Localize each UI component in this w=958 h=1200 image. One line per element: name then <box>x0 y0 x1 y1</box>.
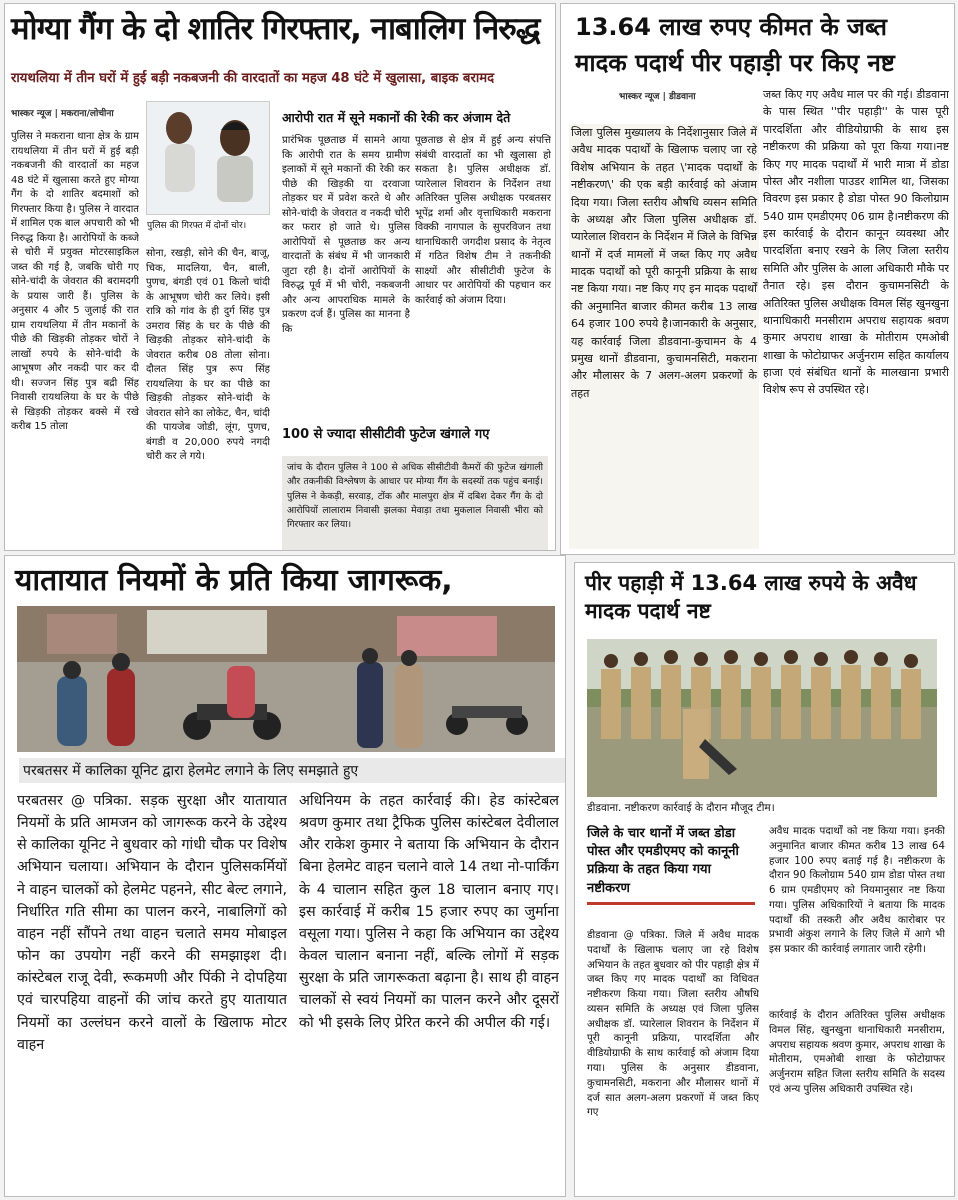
photo-police-team <box>587 639 937 797</box>
article-column-1: जिला पुलिस मुख्यालय के निर्देशानुसार जिले में अवैध मादक पदार्थों के खिलाफ चलाए जा रहे विशेष अभियान के तहत \'मादक पदार्थों के नष्टीकरण\' की एक बड़ी कार्रवाई को अंजाम दिया गया। जिला स्तरीय औषधि व्यसन समिति के अध्यक्ष और जिला पुलिस अधीक्षक डॉ. प्यारेलाल शिवरान के निर्देशन में जिले के विभिन्न थानों में दर्ज मामलों में जब्त किए गए अवैध मादक पदार्थों को पूरी कानूनी प्रक्रिया के साथ नष्ट किया गया। नष्ट किए गए इन मादक पदार्थों की अनुमानित बाजार कीमत करीब 13 लाख 64 हजार 100 रुपये है।जानकारी के अनुसार, यह कार्रवाई जिला डीडवाना-कुचामन के 4 प्रमुख थानों डीडवाना, कुचामनसिटी, मकराना और मौलासर के 7 अलग-अलग प्रकरणों के तहत <box>569 124 759 549</box>
side-headline: जिले के चार थानों में जब्त डोडा पोस्त और एमडीएमए को कानूनी प्रक्रिया के तहत किया गया नष्टीकरण <box>587 825 755 905</box>
byline: भास्कर न्यूज | मकराना/लोचीना <box>11 109 114 119</box>
side-headline: आरोपी रात में सूने मकानों की रेकी कर अंजाम देते <box>282 110 511 125</box>
headline: यातायात नियमों के प्रति किया जागरूक, <box>15 563 453 598</box>
news-clipping-mogya-gang <box>4 3 556 551</box>
headline: मोग्या गैंग के दो शातिर गिरफ्तार, नाबालिग निरुद्ध <box>11 11 540 47</box>
photo-caption: परबतसर में कालिका यूनिट द्वारा हेलमेट लगाने के लिए समझाते हुए <box>19 758 566 783</box>
article-column-2: जब्त किए गए अवैध माल पर की गई। डीडवाना के पास स्थित ''पीर पहाड़ी'' के पास पूरी पारदर्शिता और वीडियोग्राफी के साथ इस नष्टीकरण की प्रक्रिया को पूरा किया गया।नष्ट किए गए मादक पदार्थों में भारी मात्रा में डोडा पोस्त और नशीला पाउडर शामिल था, जिसका विवरण इस प्रकार है डोडा पोस्त 90 किलोग्राम 540 ग्राम एमडीएमए 06 ग्राम है।नष्टीकरण की इस कार्रवाई के दौरान कानून व्यवस्था और पारदर्शिता बनाए रखने के लिए जिला स्तरीय समिति और पुलिस के आला अधिकारी मौके पर तैनात रहे। इस दौरान कुचामनसिटी के अतिरिक्त पुलिस अधीक्षक विमल सिंह खुनखुना थानाधिकारी मनसीराम अपराध सहायक श्रवण कुमार अपराध शाखा के मोतीराम एमओबी शाखा के फोटोग्राफर अर्जुनराम सहित कार्यालय हाजा एवं संबंधित थानों के मालखाना प्रभारी विशेष रूप से उपस्थित रहे। <box>763 88 949 397</box>
subheadline: रायथलिया में तीन घरों में हुई बड़ी नकबजनी की वारदातों का महज 48 घंटे में खुलासा, बाइक बरामद <box>11 71 495 86</box>
box-headline: 100 से ज्यादा सीसीटीवी फुटेज खंगाले गए <box>282 427 490 442</box>
article-column-2: सोना, रखड़ी, सोने की चैन, बाजू, चिक, मादलिया, चैन, बाली, पुणच, बंगडी एवं 01 किलो चांदी के आभूषण चोरी कर लिये। इसी रात्रि को गांव के ही दुर्ग सिंह पुत्र उमराव सिंह के घर के पीछे की खिड़की तोड़कर सोने-चांदी के जेवरात करीब 08 तोला सोना। दौलत सिंह पुत्र रूप सिंह रायथलिया के घर का पीछे का खिड़की तोड़कर सोने-चांदी के जेवरात सोने का लोकेट, चैन, चांदी की पायजेब जोडी, लूंग, पुणच, बंगडी व 20,000 रुपये नगदी चोरी कर ले गये। <box>146 248 270 462</box>
article-column-2a: अवैध मादक पदार्थों को नष्ट किया गया। इनकी अनुमानित बाजार कीमत करीब 13 लाख 64 हजार 100 रुपए बताई गई है। नष्टीकरण के दौरान 90 किलोग्राम 540 ग्राम डोडा पोस्त तथा 6 ग्राम एमडीएमए को नियमानुसार नष्ट किया गया। पुलिस अधिकारियों ने बताया कि मादक पदार्थों की तस्करी और अवैध कारोबार पर प्रभावी अंकुश लगाने के लिए जिले में आगे भी इस प्रकार की कार्रवाई लगातार जारी रहेगी। <box>769 826 945 956</box>
article-column-2: अधिनियम के तहत कार्रवाई की। हेड कांस्टेबल श्रवण कुमार तथा ट्रैफिक पुलिस कांस्टेबल देवीलाल और राकेश कुमार ने बताया कि अभियान के दौरान बिना हेलमेट वाहन चलाने वाले 14 तथा नो-पार्किंग के 4 चालान सहित कुल 18 चालान बनाए गए। इस कार्रवाई में करीब 15 हजार रुपए का जुर्माना वसूला गया। पुलिस ने कहा कि अभियान का उद्देश्य केवल चालान बनाना नहीं, बल्कि लोगों में सड़क सुरक्षा के प्रति जागरूकता बढ़ाना है। साथ ही वाहन चालकों से स्वयं नियमों का पालन करने और दूसरों को भी इसके लिए प्रेरित करने की अपील की गई। <box>299 793 559 1031</box>
byline: भास्कर न्यूज | डीडवाना <box>619 92 696 102</box>
photo-caption: डीडवाना. नष्टीकरण कार्रवाई के दौरान मौजूद टीम। <box>587 802 775 814</box>
highlight-box: जांच के दौरान पुलिस ने 100 से अधिक सीसीटीवी कैमरों की फुटेज खंगाली और तकनीकी विश्लेषण के आधार पर मोग्या गैंग के सदस्यों तक पहुंच बनाई। पुलिस ने केकड़ी, सरवाड़, टोंक और मालपुरा क्षेत्र में दबिश देकर गैंग के दो आरोपियों लालाराम निवासी झलका मेवाड़ा तथा मुकलाल निवासी भीरा को गिरफ्तार कर लिया। <box>282 456 548 551</box>
news-clipping-pir-pahadi-patrika <box>574 562 955 1197</box>
article-column-1: डीडवाना @ पत्रिका. जिले में अवैध मादक पदार्थों के खिलाफ चलाए जा रहे विशेष अभियान के तहत बुधवार को पीर पहाड़ी क्षेत्र में जब्त किए गए मादक पदार्थों का विधिवत नष्टीकरण किया गया। जिला स्तरीय औषधि व्यसन समिति के अध्यक्ष एवं जिला पुलिस अधीक्षक डॉ. प्यारेलाल शिवरान के निर्देशन में पूरी कानूनी प्रक्रिया, पारदर्शिता और वीडियोग्राफी के साथ कार्रवाई को अंजाम दिया गया। पुलिस के अनुसार डीडवाना, कुचामनसिटी, मकराना और मौलासर थानों में दर्ज सात अलग-अलग प्रकरणों में जब्त किए गए <box>587 930 759 1119</box>
headline-line-1: 13.64 लाख रुपए कीमत के जब्त <box>575 13 887 41</box>
news-clipping-traffic-awareness <box>4 555 566 1197</box>
article-column-1: परबतसर @ पत्रिका. सड़क सुरक्षा और यातायात नियमों के प्रति आमजन को जागरूक करने के उद्देश्य से कालिका यूनिट ने बुधवार को गांधी चौक पर विशेष अभियान चलाया। अभियान के दौरान पुलिसकर्मियों ने वाहन चालकों को हेलमेट पहनने, सीट बेल्ट लगाने, निर्धारित गति सीमा का पालन करने, नाबालिगों को वाहन नहीं सौंपने तथा वाहन चलाते समय मोबाइल फोन का उपयोग नहीं करने की समझाइश दी। कांस्टेबल राजू देवी, रूकमणी और पिंकी ने दोपहिया एवं चारपहिया वाहनों की जांच करते हुए यातायात नियमों का उल्लंघन करने वालों के खिलाफ मोटर वाहन <box>17 793 287 1053</box>
photo-caption: पुलिस की गिरफ्त में दोनों चोर। <box>147 221 247 231</box>
article-column-2b: कार्रवाई के दौरान अतिरिक्त पुलिस अधीक्षक विमल सिंह, खुनखुना थानाधिकारी मनसीराम, अपराध सहायक श्रवण कुमार, अपराध शाखा के मोतीराम, एमओबी शाखा के फोटोग्राफर अर्जुनराम सहित जिला स्तरीय समिति के सदस्य एवं अन्य पुलिस अधिकारी उपस्थित रहे। <box>769 1010 945 1095</box>
photo-traffic-checking <box>17 606 555 752</box>
article-column-4: पूछताछ से क्षेत्र में हुई अन्य संपत्ति संबंधी वारदातों का भी खुलासा हो सकता है। पुलिस अधीक्षक डॉ. प्यारेलाल शिवरान के निर्देशन तथा अतिरिक्त पुलिस अधीक्षक परबतसर भूपेंद्र शर्मा और वृत्ताधिकारी मकराना विक्की नागपाल के सुपरविजन तथा थानाधिकारी जगदीश प्रसाद के नेतृत्व में गठित विशेष टीम ने तकनीकी साक्ष्यों और सीसीटीवी फुटेज के आधार पर आरोपियों की पहचान कर कार्रवाई को अंजाम दिया। <box>415 135 551 306</box>
article-column-3: प्रारंभिक पूछताछ में सामने आया कि आरोपी रात के समय ग्रामीण इलाकों में सूने मकानों की रेकी कर पीछे की खिड़की या दरवाजा तोड़कर घर में प्रवेश करते थे और सोने-चांदी के जेवरात व नकदी चोरी कर फरार हो जाते थे। पुलिस आरोपियों से पूछताछ कर अन्य वारदातों के संबंध में भी जानकारी जुटा रही है। दोनों आरोपियों के विरुद्ध पूर्व में भी चोरी, नकबजनी और अन्य आपराधिक मामले के प्रकरण दर्ज हैं। पुलिस का मानना है कि <box>282 135 410 335</box>
headline: पीर पहाड़ी में 13.64 लाख रुपये के अवैध मादक पदार्थ नष्ट <box>585 571 917 624</box>
photo-arrested-thieves <box>146 101 270 215</box>
article-column-1: पुलिस ने मकराना थाना क्षेत्र के ग्राम रायथलिया में तीन घरों में हुई बड़ी नकबजनी की वारदातों का महज 48 घंटे में खुलासा करते हुए मोग्या गैंग के दो शातिर बदमाशों को गिरफ्तार किया है। पुलिस ने वारदात में शामिल एक बाल अपचारी को भी निरुद्ध किया है। आरोपियों के कब्जे से चोरी में प्रयुक्त मोटरसाइकिल जब्त की गई है, जबकि चोरी गए सोने-चांदी के जेवरात की बरामदगी के प्रयास जारी हैं। पुलिस के अनुसार 4 और 5 जुलाई की रात ग्राम रायथलिया में तीन मकानों के पीछे की खिड़की तोड़कर चोरों ने लाखों रुपये के सोने-चांदी के आभूषण और नकदी पार कर दी थी। सज्जन सिंह पुत्र बद्री सिंह निवासी रायथलिया के घर के पीछे से खिड़की तोड़कर बक्से में रखे करीब 15 तोला <box>11 131 139 432</box>
headline-line-2: मादक पदार्थ पीर पहाड़ी पर किए नष्ट <box>575 49 895 77</box>
news-clipping-pir-pahadi-bhaskar <box>560 3 955 555</box>
